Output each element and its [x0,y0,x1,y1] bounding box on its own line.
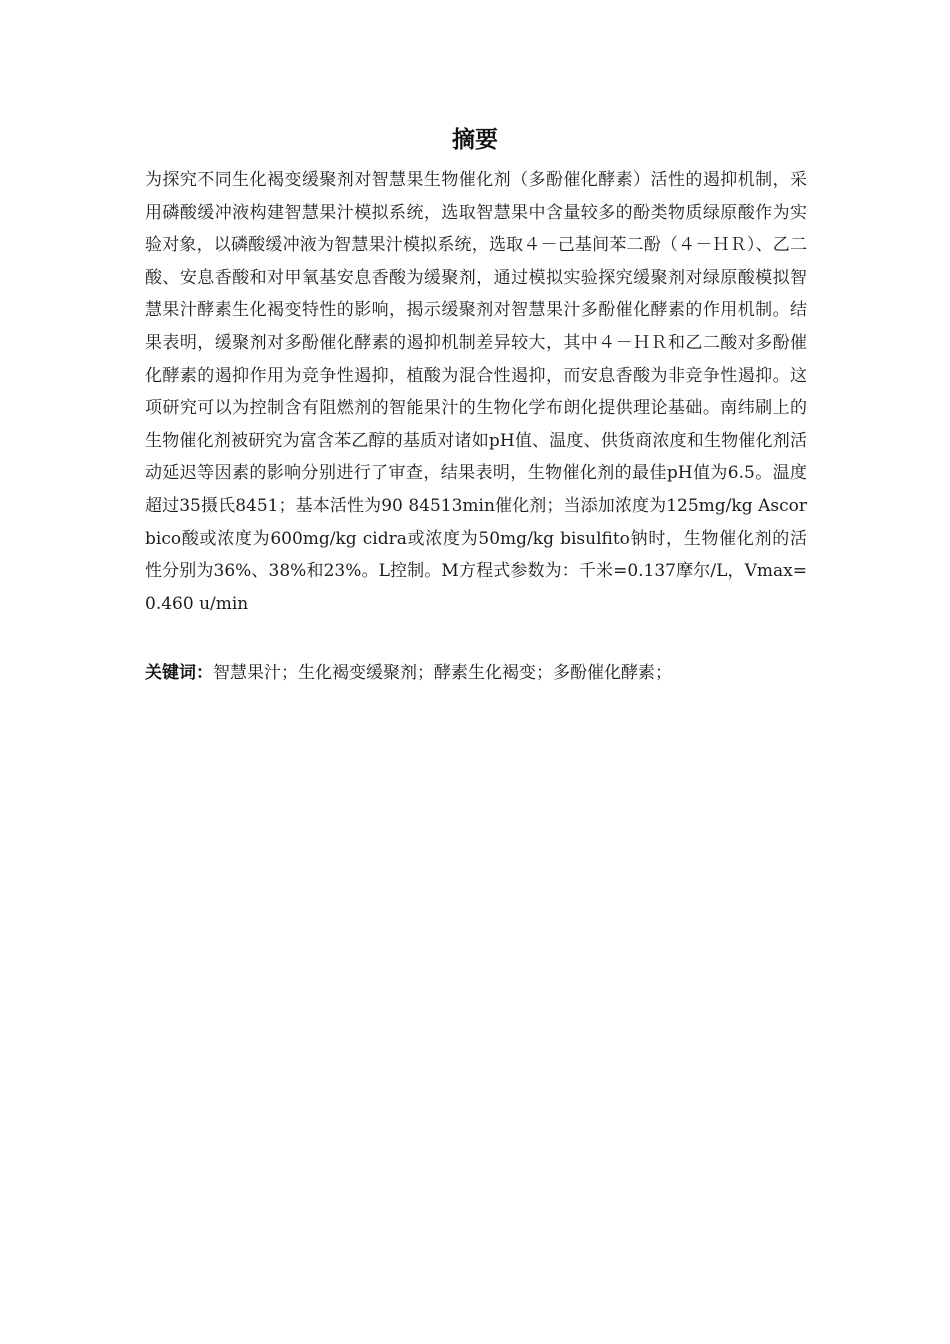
page-title: 摘要 [452,127,498,153]
abstract-paragraph: 为探究不同生化褐变缓聚剂对智慧果生物催化剂（多酚催化酵素）活性的遏抑机制，采用磷酸缓冲液构建智慧果汁模拟系统，选取智慧果中含量较多的酚类物质绿原酸作为实验对象，以磷酸缓冲液为智慧果汁模拟系统，选取４－己基间苯二酚（４－ＨＲ）、乙二酸、安息香酸和对甲氧基安息香酸为缓聚剂，通过模拟实验探究缓聚剂对绿原酸模拟智慧果汁酵素生化褐变特性的影响，揭示缓聚剂对智慧果汁多酚催化酵素的作用机制。结果表明，缓聚剂对多酚催化酵素的遏抑机制差异较大，其中４－ＨＲ和乙二酸对多酚催化酵素的遏抑作用为竞争性遏抑，植酸为混合性遏抑，而安息香酸为非竞争性遏抑。这项研究可以为控制含有阻燃剂的智能果汁的生物化学布朗化提供理论基础。南纬刷上的生物催化剂被研究为富含苯乙醇的基质对诸如pH值、温度、供货商浓度和生物催化剂活动延迟等因素的影响分别进行了审查，结果表明，生物催化剂的最佳pH值为6.5。温度超过35摄氏8451；基本活性为90 84513min催化剂；当添加浓度为125mg/kg Ascorbico酸或浓度为600mg/kg cidra或浓度为50mg/kg bisulfito钠时，生物催化剂的活性分别为36%、38%和23%。L控制。M方程式参数为：千米=0.137摩尔/L，Vmax=0.460 u/min [145,170,807,614]
keywords-label: 关键词： [145,663,213,683]
keywords-line [145,657,807,689]
keywords-text: 智慧果汁；生化褐变缓聚剂；酵素生化褐变；多酚催化酵素； [213,663,672,683]
